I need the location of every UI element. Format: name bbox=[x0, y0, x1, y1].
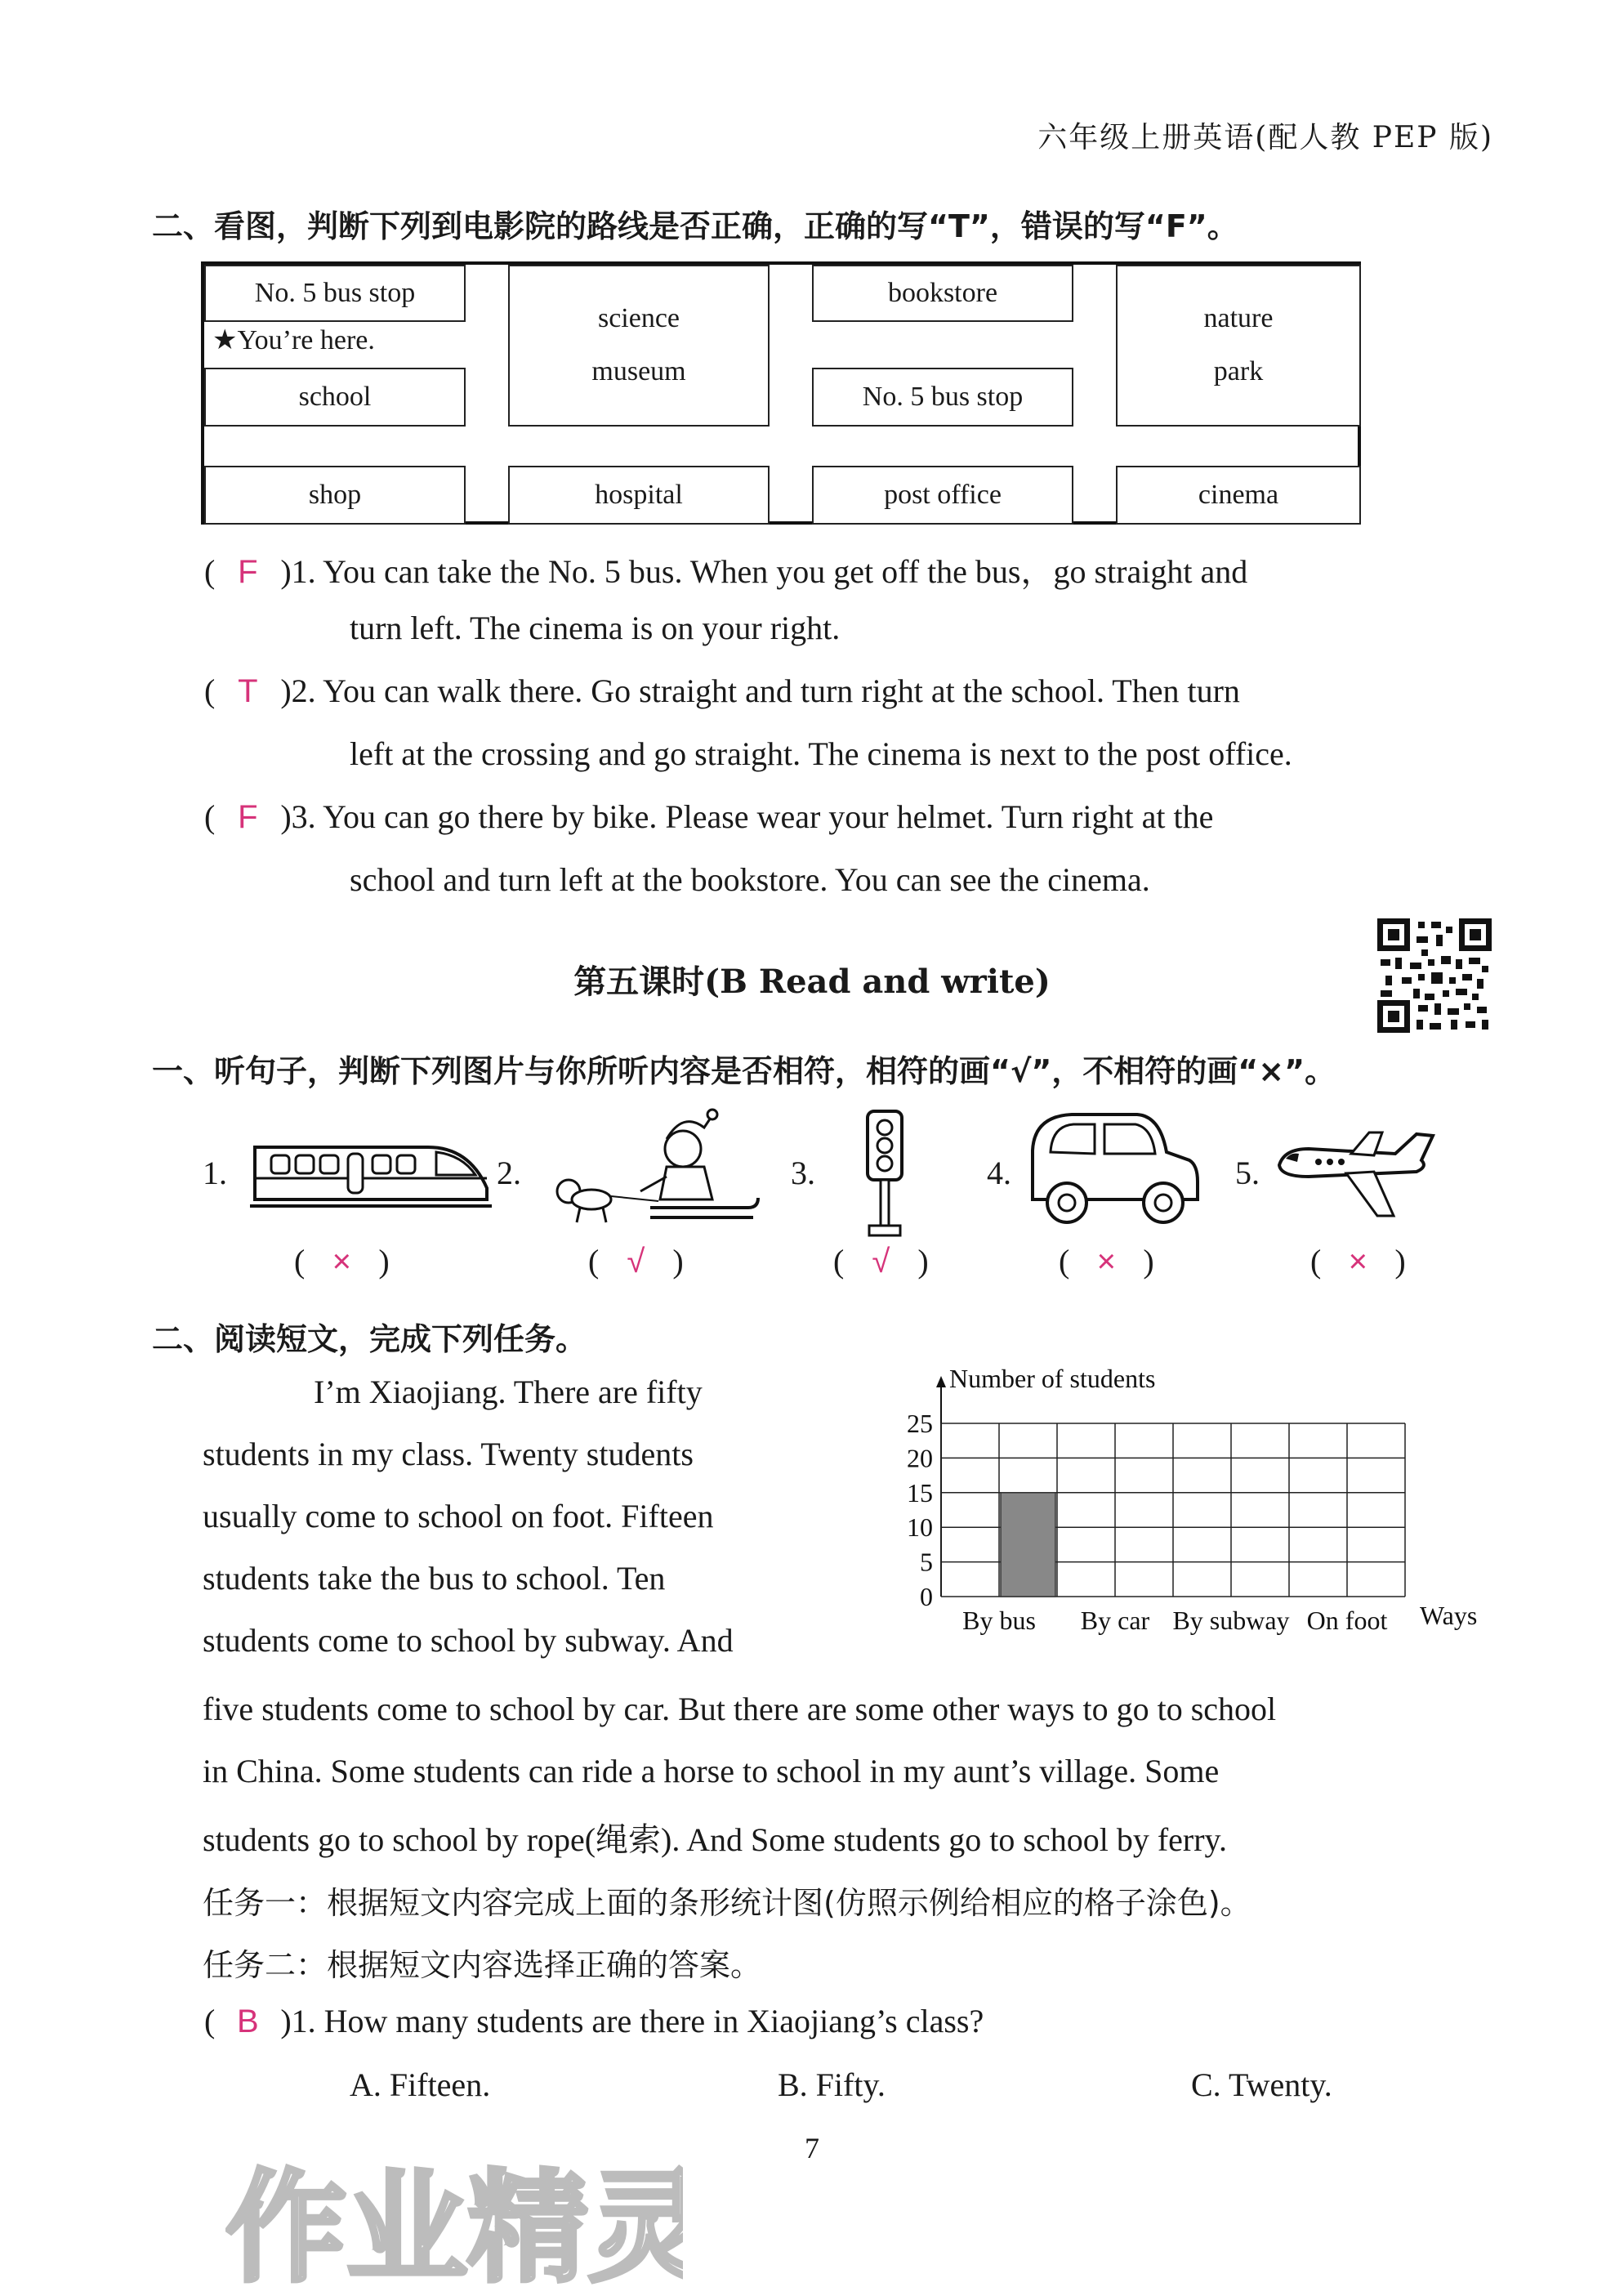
map-nature-park-line2: park bbox=[1213, 356, 1264, 386]
x-tick-label: By bus bbox=[962, 1606, 1036, 1635]
item-5-answer: ( × ) bbox=[1310, 1243, 1406, 1280]
answer-1[interactable]: F bbox=[238, 554, 258, 590]
train-icon bbox=[248, 1124, 493, 1214]
map-nature-park bbox=[1116, 265, 1361, 427]
item-2-number: 2. bbox=[497, 1155, 521, 1191]
passage-line-5: students come to school by subway. And bbox=[203, 1622, 734, 1659]
map-bus-stop-1: No. 5 bus stop bbox=[204, 265, 466, 322]
y-tick-label: 20 bbox=[907, 1443, 933, 1473]
passage-line-6: five students come to school by car. But there are some other ways to go to school bbox=[203, 1691, 1277, 1727]
dog-sled-icon bbox=[544, 1103, 765, 1234]
bar-by-bus bbox=[1001, 1493, 1055, 1597]
section-title-map: 二、看图，判断下列到电影院的路线是否正确，正确的写“T”，错误的写“F”。 bbox=[152, 208, 1238, 244]
qr-code[interactable] bbox=[1377, 918, 1492, 1033]
map-shop: shop bbox=[204, 466, 466, 525]
item-5-number: 5. bbox=[1235, 1155, 1260, 1191]
answer-2[interactable]: T bbox=[238, 673, 258, 709]
passage-line-1: I’m Xiaojiang. There are fifty bbox=[314, 1374, 703, 1410]
map-nature-park-line1: nature bbox=[1203, 303, 1274, 334]
watermark-logo bbox=[225, 2157, 683, 2288]
page-header: 六年级上册英语(配人教 PEP 版) bbox=[1037, 121, 1493, 154]
y-axis-label: Number of students bbox=[949, 1364, 1156, 1393]
traffic-light-icon bbox=[858, 1108, 912, 1239]
item-2-mark[interactable]: √ bbox=[627, 1244, 645, 1280]
question-2: ( T )2. You can walk there. Go straight and turn right at the school. Then turn bbox=[204, 672, 1240, 709]
section-title-listening: 一、听句子，判断下列图片与你所听内容是否相符，相符的画“√”，不相符的画“×”。 bbox=[152, 1053, 1336, 1089]
passage-line-4: students take the bus to school. Ten bbox=[203, 1560, 666, 1597]
item-5-mark[interactable]: × bbox=[1348, 1244, 1367, 1280]
map-you-are-here: ★You’re here. bbox=[212, 325, 375, 355]
map-science-museum-line1: science bbox=[597, 303, 680, 334]
page-number: 7 bbox=[805, 2132, 819, 2164]
reading-question-1: ( B )1. How many students are there in Xiaojiang’s class? bbox=[204, 2003, 984, 2039]
car-icon bbox=[1023, 1108, 1202, 1231]
y-axis-arrow bbox=[936, 1376, 946, 1387]
question-3-line1: )3. You can go there by bike. Please wear your helmet. Turn right at the bbox=[280, 798, 1214, 835]
option-b[interactable]: B. Fifty. bbox=[778, 2066, 886, 2103]
question-2-line1: )2. You can walk there. Go straight and turn right at the school. Then turn bbox=[280, 672, 1240, 709]
y-tick-label: 5 bbox=[920, 1547, 933, 1577]
question-1-line2: turn left. The cinema is on your right. bbox=[350, 610, 841, 646]
x-tick-label: By car bbox=[1080, 1606, 1150, 1635]
map-hospital: hospital bbox=[508, 466, 770, 525]
item-2-answer: ( √ ) bbox=[588, 1243, 684, 1280]
question-2-line2: left at the crossing and go straight. The cinema is next to the post office. bbox=[350, 735, 1292, 772]
plane-icon bbox=[1273, 1124, 1436, 1222]
passage-line-3: usually come to school on foot. Fifteen bbox=[203, 1498, 714, 1534]
passage-line-8: students go to school by rope(绳索). And Some students go to school by ferry. bbox=[203, 1821, 1227, 1858]
x-tick-label: On foot bbox=[1306, 1606, 1388, 1635]
map-bus-stop-2: No. 5 bus stop bbox=[812, 368, 1073, 427]
item-1-answer: ( × ) bbox=[294, 1243, 390, 1280]
x-axis-label: Ways bbox=[1420, 1601, 1478, 1630]
map-bookstore: bookstore bbox=[812, 265, 1073, 322]
reading-question-1-text: )1. How many students are there in Xiaojiang’s class? bbox=[280, 2003, 984, 2039]
question-1: ( F )1. You can take the No. 5 bus. When you get off the bus，go straight and bbox=[204, 553, 1248, 590]
y-tick-label: 10 bbox=[907, 1512, 933, 1543]
bar-chart bbox=[890, 1363, 1503, 1641]
option-a[interactable]: A. Fifteen. bbox=[350, 2066, 491, 2103]
answer-3[interactable]: F bbox=[238, 799, 258, 835]
item-3-number: 3. bbox=[791, 1155, 815, 1191]
lesson-title: 第五课时(B Read and write) bbox=[573, 963, 1051, 1001]
item-4-answer: ( × ) bbox=[1059, 1243, 1154, 1280]
item-1-mark[interactable]: × bbox=[332, 1244, 351, 1280]
y-tick-label: 15 bbox=[907, 1477, 933, 1508]
map-science-museum bbox=[508, 265, 770, 427]
item-4-number: 4. bbox=[987, 1155, 1011, 1191]
reading-answer-1[interactable]: B bbox=[236, 2003, 259, 2039]
passage-line-2: students in my class. Twenty students bbox=[203, 1436, 694, 1472]
bar-chart-svg bbox=[890, 1363, 1503, 1641]
passage-line-7: in China. Some students can ride a horse to school in my aunt’s village. Some bbox=[203, 1753, 1220, 1789]
map-post-office: post office bbox=[812, 466, 1073, 525]
map-science-museum-line2: museum bbox=[591, 356, 686, 386]
task-2: 任务二：根据短文内容选择正确的答案。 bbox=[203, 1947, 762, 1983]
item-4-mark[interactable]: × bbox=[1096, 1244, 1116, 1280]
question-3-line2: school and turn left at the bookstore. You can see the cinema. bbox=[350, 861, 1150, 898]
task-1: 任务一：根据短文内容完成上面的条形统计图(仿照示例给相应的格子涂色)。 bbox=[203, 1885, 1251, 1921]
section-title-reading: 二、阅读短文，完成下列任务。 bbox=[152, 1321, 587, 1357]
item-3-answer: ( √ ) bbox=[833, 1243, 929, 1280]
map-school: school bbox=[204, 368, 466, 427]
y-tick-label: 0 bbox=[920, 1582, 933, 1611]
x-tick-label: By subway bbox=[1172, 1606, 1290, 1635]
question-1-line1: )1. You can take the No. 5 bus. When you get off the bus，go straight and bbox=[280, 553, 1248, 590]
watermark-text: 作业精灵 bbox=[225, 2158, 683, 2288]
option-c[interactable]: C. Twenty. bbox=[1191, 2066, 1332, 2103]
route-map bbox=[201, 261, 1361, 525]
item-1-number: 1. bbox=[203, 1155, 227, 1191]
map-cinema: cinema bbox=[1116, 466, 1361, 525]
question-3: ( F )3. You can go there by bike. Please wear your helmet. Turn right at the bbox=[204, 798, 1214, 835]
y-tick-label: 25 bbox=[907, 1409, 933, 1438]
item-3-mark[interactable]: √ bbox=[872, 1244, 890, 1280]
